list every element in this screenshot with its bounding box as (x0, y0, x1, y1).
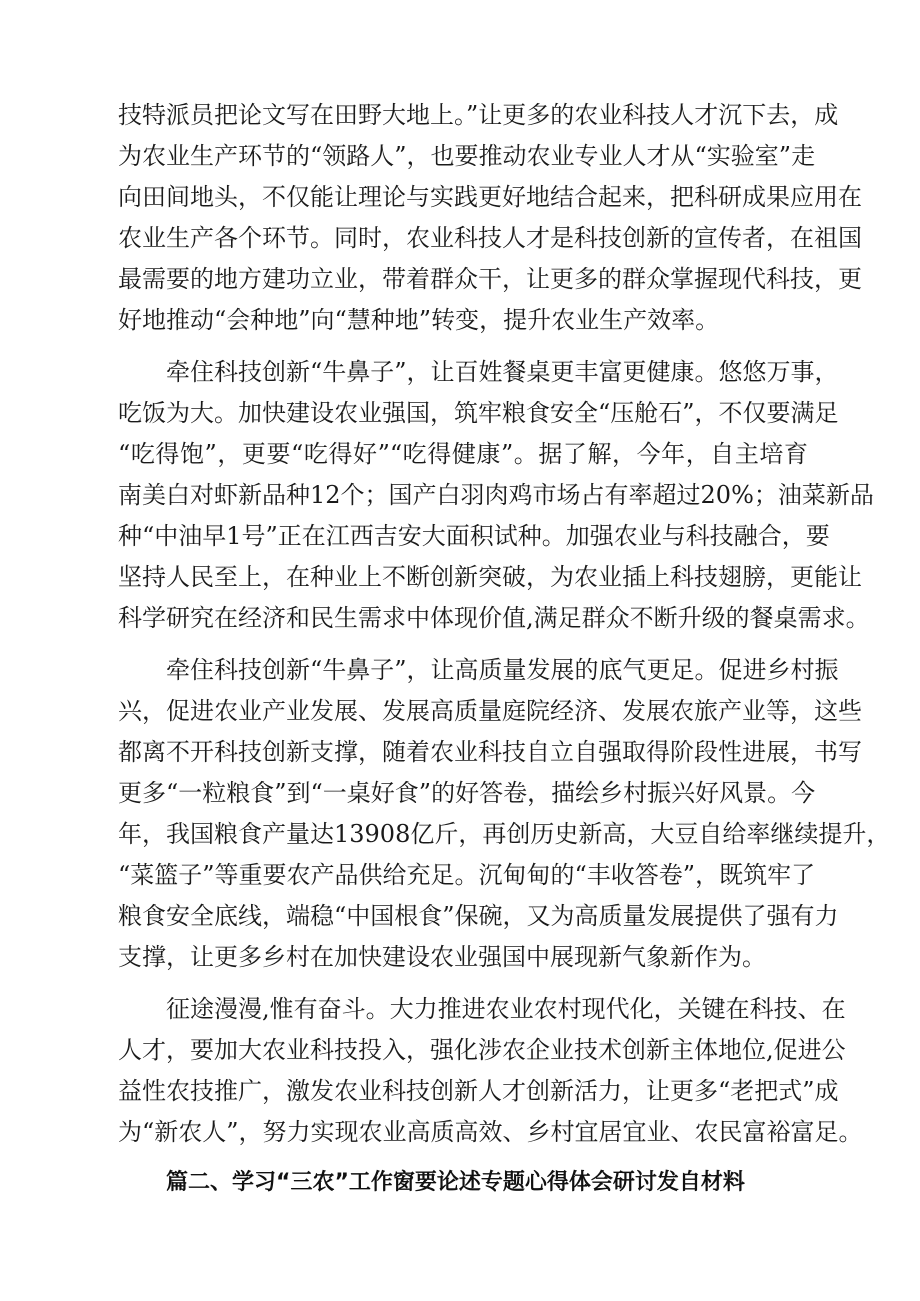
paragraph-4-line-1: 征途漫漫,惟有奋斗。大力推进农业农村现代化，关键在科技、在 (166, 995, 846, 1023)
paragraph-4-line-2: 人才，要加大农业科技投入，强化涉农企业技术创新主体地位,促进公 (118, 1036, 846, 1064)
paragraph-3-line-8: 支撑，让更多乡村在加快建设农业强国中展现新气象新作为。 (118, 943, 766, 971)
paragraph-3-line-1: 牵住科技创新“牛鼻子”，让高质量发展的底气更足。促进乡村振 (166, 656, 839, 684)
paragraph-2-line-2: 吃饭为大。加快建设农业强国，筑牢粮食安全“压舱石”，不仅要满足 (118, 399, 839, 427)
paragraph-4-line-3: 益性农技推广，激发农业科技创新人才创新活力，让更多“老把式”成 (118, 1077, 839, 1105)
paragraph-3-line-2: 兴，促进农业产业发展、发展高质量庭院经济、发展农旅产业等，这些 (118, 697, 862, 725)
paragraph-2-line-4: 南美白对虾新品种12个；国产白羽肉鸡市场占有率超过20%；油菜新品 (118, 481, 874, 509)
paragraph-2-line-6: 坚持人民至上，在种业上不断创新突破，为农业插上科技翅膀，更能让 (118, 563, 862, 591)
paragraph-3-line-7: 粮食安全底线，端稳“中国根食”保碗，又为高质量发展提供了强有力 (118, 902, 839, 930)
paragraph-1-line-3: 向田间地头，不仅能让理论与实践更好地结合起来，把科研成果应用在 (118, 183, 862, 211)
paragraph-4-line-4: 为“新农人”，努力实现农业高质高效、乡村宜居宜业、农民富裕富足。 (118, 1118, 863, 1146)
paragraph-2-line-5: 种“中油早1号”正在江西吉安大面积试种。加强农业与科技融合，要 (118, 522, 830, 550)
paragraph-1-line-4: 农业生产各个环节。同时，农业科技人才是科技创新的宣传者，在祖国 (118, 224, 862, 252)
paragraph-3-line-6: “菜篮子”等重要农产品供给充足。沉甸甸的“丰收答卷”，既筑牢了 (118, 861, 816, 889)
paragraph-1-line-6: 好地推动“会种地”向“慧种地”转变，提升农业生产效率。 (118, 306, 720, 334)
paragraph-3-line-5: 年，我国粮食产量达13908亿斤，再创历史新高，大豆自给率继续提升， (118, 820, 891, 848)
paragraph-2-line-3: “吃得饱”，更要“吃得好”“吃得健康”。据了解，今年，自主培育 (118, 440, 808, 468)
paragraph-1-line-5: 最需要的地方建功立业，带着群众干，让更多的群众掌握现代科技，更 (118, 265, 862, 293)
paragraph-3-line-3: 都离不开科技创新支撑，随着农业科技自立自强取得阶段性进展，书写 (118, 738, 862, 766)
section-heading: 篇二、学习“三农”工作窗要论述专题心得体会研讨发自材料 (166, 1170, 745, 1195)
paragraph-3-line-4: 更多“一粒粮食”到“一桌好食”的好答卷，描绘乡村振兴好风景。今 (118, 779, 816, 807)
paragraph-1-line-2: 为农业生产环节的“领路人”，也要推动农业专业人才从“实验室”走 (118, 142, 816, 170)
paragraph-2-line-1: 牵住科技创新“牛鼻子”，让百姓餐桌更丰富更健康。悠悠万事， (166, 358, 839, 386)
paragraph-2-line-7: 科学研究在经济和民生需求中体现价值,满足群众不断升级的餐桌需求。 (118, 604, 870, 632)
paragraph-1-line-1: 技特派员把论文写在田野大地上。”让更多的农业科技人才沉下去，成 (118, 101, 839, 129)
